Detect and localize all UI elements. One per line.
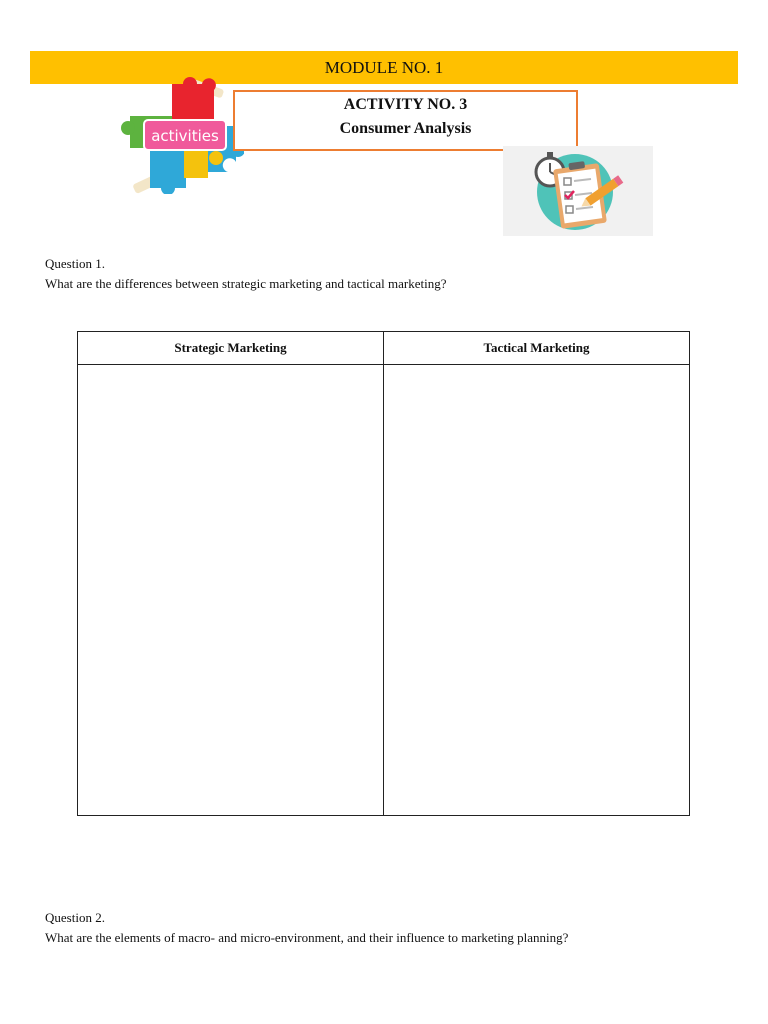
question-1 [45,254,446,294]
strategic-marketing-header: Strategic Marketing [78,332,384,365]
table-row [78,365,690,816]
question-2-text: What are the elements of macro- and micro-environment, and their influence to marketing planning? [45,930,569,945]
tactical-marketing-header: Tactical Marketing [384,332,690,365]
module-title: MODULE NO. 1 [324,57,444,77]
question-1-text: What are the differences between strategic marketing and tactical marketing? [45,276,447,291]
activity-title-box [233,90,578,151]
strategic-marketing-answer-cell[interactable] [78,365,384,816]
activity-number: ACTIVITY NO. 3 [343,96,468,113]
tactical-marketing-answer-cell[interactable] [384,365,690,816]
answer-table [77,331,690,816]
activity-title: Consumer Analysis [339,120,472,137]
question-2 [45,908,568,948]
question-1-label: Question 1. [45,256,105,271]
question-2-label: Question 2. [45,910,105,925]
puzzle-label: activities [151,127,219,145]
puzzle-icon [120,76,244,194]
clipboard-illustration [503,146,653,236]
table-header-row [78,332,690,365]
